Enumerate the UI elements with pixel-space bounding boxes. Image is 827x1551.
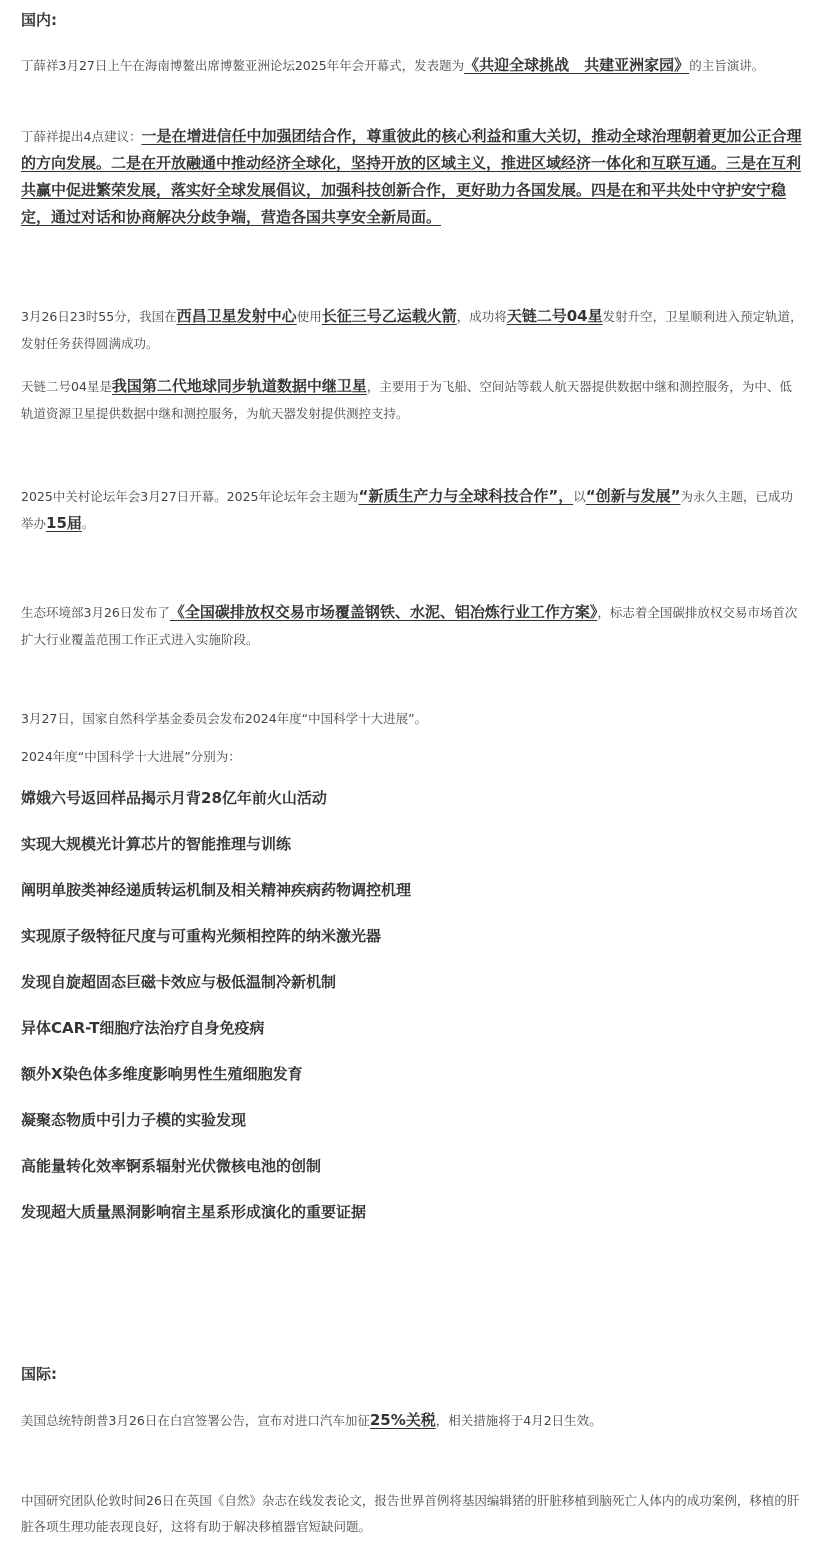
text: 以: [573, 489, 586, 504]
progress-item-9: 高能量转化效率锕系辐射光伏微核电池的创制: [21, 1157, 322, 1175]
text: 美国总统特朗普3月26日在白宫签署公告，宣布对进口汽车加征: [21, 1413, 370, 1428]
progress-item-7: 额外X染色体多维度影响男性生殖细胞发育: [21, 1065, 303, 1083]
text: ，主要用于为飞船、空间站等载人航天器提供数据中继和测控服务，为中、低轨道资源卫星提供数据中继和测控服务，为航天器发射提供测控支持。: [21, 379, 792, 421]
domestic-paragraph-3: [21, 303, 803, 357]
text: 的主旨演讲。: [689, 58, 765, 73]
launch-center: 西昌卫星发射中心: [176, 307, 297, 325]
progress-item-5: 发现自旋超固态巨磁卡效应与极低温制冷新机制: [21, 973, 337, 991]
text: ，成功将: [456, 309, 507, 324]
domestic-paragraph-8: 2024年度“中国科学十大进展”分别为：: [21, 749, 241, 764]
satellite-name: 天链二号04星: [506, 307, 603, 325]
forum-permanent-theme: “创新与发展”: [585, 487, 681, 505]
text: 为永久主题，已成功举办: [21, 489, 793, 531]
progress-item-2: 实现大规模光计算芯片的智能推理与训练: [21, 835, 292, 853]
progress-item-1: 嫦娥六号返回样品揭示月背28亿年前火山活动: [21, 789, 327, 807]
text: ，相关措施将于4月2日生效。: [435, 1413, 602, 1428]
international-heading: 国际:: [21, 1365, 57, 1383]
progress-item-6: 异体CAR-T细胞疗法治疗自身免疫病: [21, 1019, 265, 1037]
domestic-paragraph-5: [21, 483, 803, 537]
domestic-paragraph-6: [21, 599, 803, 653]
text: 丁薛祥3月27日上午在海南博鳌出席博鳌亚洲论坛2025年年会开幕式，发表题为: [21, 58, 465, 73]
domestic-paragraph-4: [21, 373, 803, 427]
progress-item-10: 发现超大质量黑洞影响宿主星系形成演化的重要证据: [21, 1203, 367, 1221]
text: 生态环境部3月26日发布了: [21, 605, 170, 620]
text: 2025中关村论坛年会3月27日开幕。2025年论坛年会主题为: [21, 489, 359, 504]
forum-sessions: 15届: [46, 514, 82, 532]
international-paragraph-1: [21, 1407, 803, 1434]
text: 发射升空，卫星顺利进入预定轨道，发射任务获得圆满成功。: [21, 309, 803, 351]
tariff-rate: 25%关税: [369, 1411, 436, 1429]
progress-item-4: 实现原子级特征尺度与可重构光频相控阵的纳米激光器: [21, 927, 382, 945]
domestic-heading: 国内:: [21, 11, 57, 29]
satellite-description: 我国第二代地球同步轨道数据中继卫星: [111, 377, 367, 395]
progress-item-8: 凝聚态物质中引力子模的实验发现: [21, 1111, 247, 1129]
four-proposals: 一是在增进信任中加强团结合作，尊重彼此的核心利益和重大关切，推动全球治理朝着更加公正合理的方向发展。二是在开放融通中推动经济全球化，坚持开放的区域主义，推进区域经济一体化和互联互通。三是在互利共赢中促进繁荣发展，落实好全球发展倡议，加强科技创新合作，更好助力各国发展。四是在和平共处中守护安宁稳定，通过对话和协商解决分歧争端，营造各国共享安全新局面。: [21, 127, 802, 226]
international-paragraph-2: 中国研究团队伦敦时间26日在英国《自然》杂志在线发表论文，报告世界首例将基因编辑猪的肝脏移植到脑死亡人体内的成功案例，移植的肝脏各项生理功能表现良好，这将有助于解决移植器官短缺问题。: [21, 1493, 800, 1534]
domestic-paragraph-7: 3月27日，国家自然科学基金委员会发布2024年度“中国科学十大进展”。: [21, 711, 428, 726]
carbon-plan-title: 《全国碳排放权交易市场覆盖钢铁、水泥、铝冶炼行业工作方案》: [169, 603, 598, 621]
text: 。: [81, 516, 95, 531]
text: 丁薛祥提出4点建议：: [21, 129, 142, 144]
text: ，标志着全国碳排放权交易市场首次扩大行业覆盖范围工作正式进入实施阶段。: [21, 605, 798, 647]
text: 使用: [296, 309, 322, 324]
text: 3月26日23时55分，我国在: [21, 309, 177, 324]
text: 天链二号04星是: [21, 379, 112, 394]
forum-theme: “新质生产力与全球科技合作”，: [358, 487, 574, 505]
domestic-paragraph-2: [21, 123, 803, 231]
speech-title: 《共迎全球挑战 共建亚洲家园》: [464, 56, 690, 74]
progress-item-3: 阐明单胺类神经递质转运机制及相关精神疾病药物调控机理: [21, 881, 412, 899]
rocket-name: 长征三号乙运载火箭: [321, 307, 457, 325]
domestic-paragraph-1: [21, 52, 803, 79]
